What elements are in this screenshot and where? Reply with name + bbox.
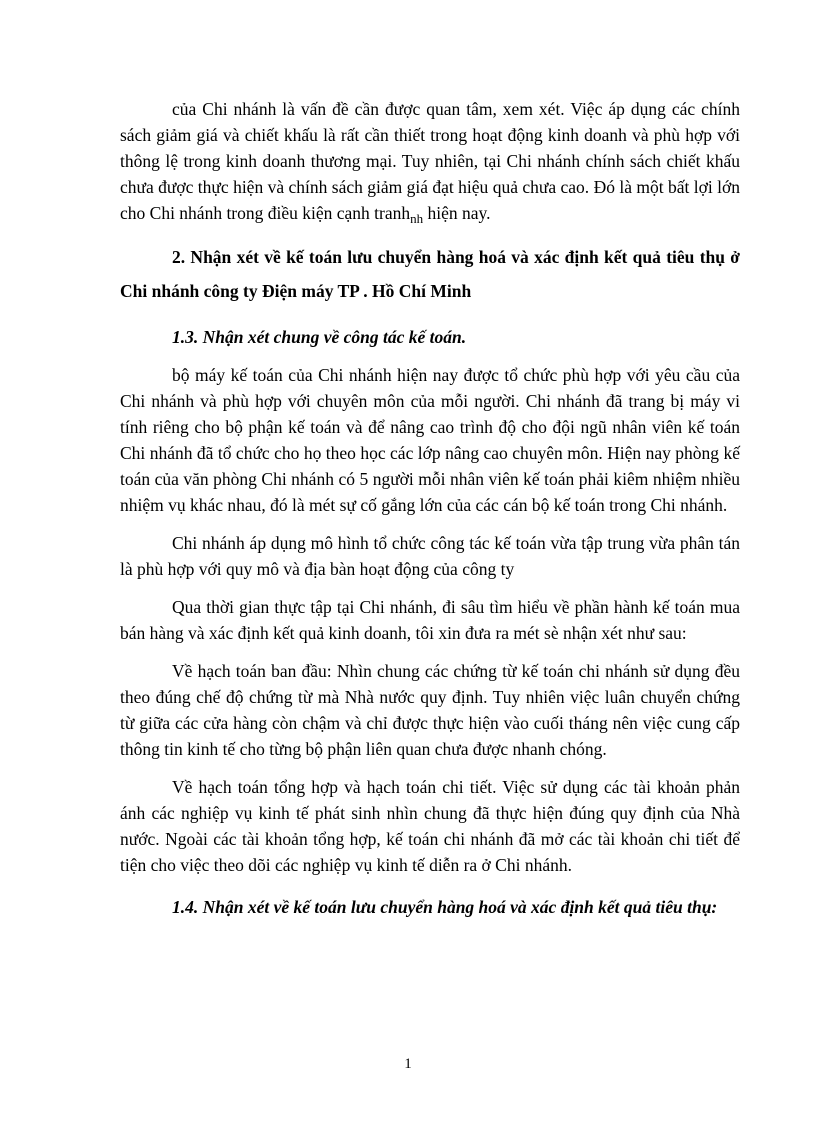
paragraph-1: bộ máy kế toán của Chi nhánh hiện nay được tổ chức phù hợp với yêu cầu của Chi nhánh và phù hợp với chuyên môn của mỗi người. Chi nhánh đã trang bị máy vi tính riêng cho bộ phận kế toán và để nâng cao trình độ cho đội ngũ nhân viên kế toán Chi nhánh đã tổ chức cho họ theo học các lớp nâng cao chuyên môn. Hiện nay phòng kế toán của văn phòng Chi nhánh có 5 người mỗi nhân viên kế toán phải kiêm nhiệm nhiều nhiệm vụ khác nhau, đó là mét sự cố gắng lớn của các cán bộ kế toán trong Chi nhánh. xyxy=(120,365,740,515)
intro-paragraph-text: của Chi nhánh là vấn đề cần được quan tâm, xem xét. Việc áp dụng các chính sách giảm giá và chiết khấu là rất cần thiết trong hoạt động kinh doanh và phù hợp với thông lệ trong kinh doanh thương mại. Tuy nhiên, tại Chi nhánh chính sách chiết khấu chưa được thực hiện và chính sách giảm giá đạt hiệu quả chưa cao. Đó là một bất lợi lớn cho Chi nhánh trong điều kiện cạnh tranh xyxy=(120,99,740,223)
paragraph-5: Về hạch toán tổng hợp và hạch toán chi tiết. Việc sử dụng các tài khoản phản ánh các nghiệp vụ kinh tế phát sinh nhìn chung đã thực hiện đúng quy định của Nhà nước. Ngoài các tài khoản tổng hợp, kế toán chi nhánh đã mở các tài khoản chi tiết để tiện cho việc theo dõi các nghiệp vụ kinh tế diễn ra ở Chi nhánh. xyxy=(120,777,740,875)
subsection-heading-1-4: 1.4. Nhận xét về kế toán lưu chuyển hàng hoá và xác định kết quả tiêu thụ: xyxy=(172,897,718,917)
intro-subscript: nh xyxy=(410,211,424,226)
page-number: 1 xyxy=(404,1056,412,1072)
intro-paragraph-end: hiện nay. xyxy=(423,203,491,223)
section-heading-2: 2. Nhận xét về kế toán lưu chuyển hàng hoá và xác định kết quả tiêu thụ ở Chi nhánh công ty Điện máy TP . Hồ Chí Minh xyxy=(120,247,740,301)
intro-paragraph xyxy=(120,96,740,228)
paragraph-3: Qua thời gian thực tập tại Chi nhánh, đi sâu tìm hiểu về phần hành kế toán mua bán hàng và xác định kết quả kinh doanh, tôi xin đưa ra mét sè nhận xét như sau: xyxy=(120,597,740,643)
paragraph-4: Về hạch toán ban đầu: Nhìn chung các chứng từ kế toán chi nhánh sử dụng đều theo đúng chế độ chứng từ mà Nhà nước quy định. Tuy nhiên việc luân chuyển chứng từ giữa các cửa hàng còn chậm và chỉ được thực hiện vào cuối tháng nên việc cung cấp thông tin kinh tế cho từng bộ phận liên quan chưa được nhanh chóng. xyxy=(120,661,740,759)
document-page xyxy=(120,96,740,920)
subsection-heading-1-3: 1.3. Nhận xét chung về công tác kế toán. xyxy=(172,327,467,347)
paragraph-2: Chi nhánh áp dụng mô hình tổ chức công tác kế toán vừa tập trung vừa phân tán là phù hợp với quy mô và địa bàn hoạt động của công ty xyxy=(120,533,740,579)
